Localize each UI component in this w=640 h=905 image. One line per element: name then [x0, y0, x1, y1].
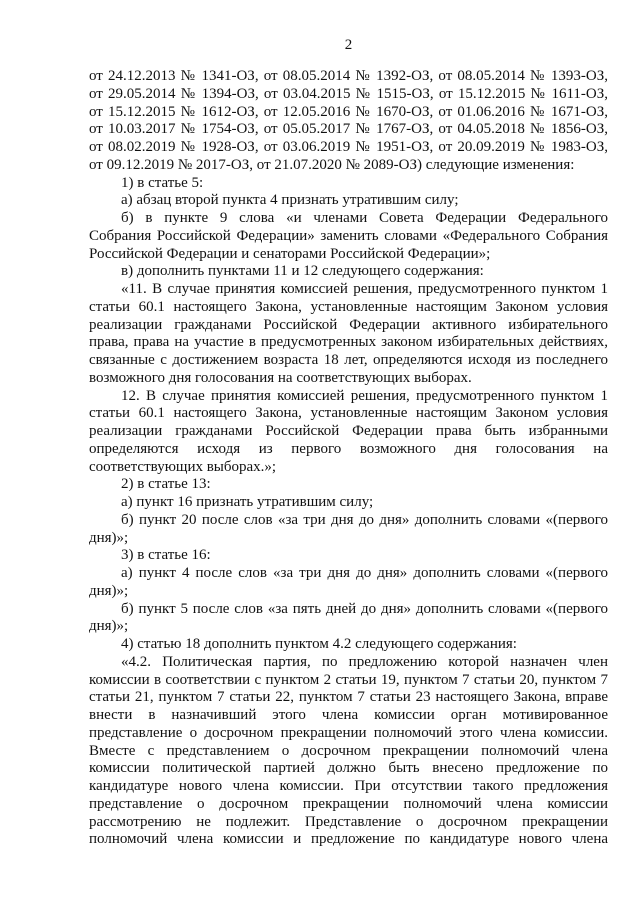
text-line: возможного дня голосования на соответствующих выборах.	[89, 369, 472, 386]
text-line: от 24.12.2013 № 1341-ОЗ, от 08.05.2014 № 1392-ОЗ, от 08.05.2014 № 1393-ОЗ,	[89, 68, 608, 84]
text-line	[89, 565, 608, 583]
text-line: комиссии политической партией должно быть внесено предложение по	[89, 760, 608, 777]
text-line: дня)»;	[89, 582, 129, 599]
text-line	[89, 476, 608, 494]
text-line-content: б) пункт 5 после слов «за пять дней до дня» дополнить словами «(первого	[121, 600, 608, 617]
text-line: статьи 60.1 настоящего Закона, установленные настоящим Законом условия	[89, 298, 608, 315]
text-line	[89, 601, 608, 619]
text-line: рассмотрению не подлежит. Представление о досрочном прекращении	[89, 813, 608, 830]
text-line-content: «4.2. Политическая партия, по предложению которой назначен член	[121, 653, 608, 670]
text-line	[89, 512, 608, 530]
text-line: реализации гражданами Российской Федерации права быть избранными	[89, 423, 608, 439]
text-line: комиссии в соответствии с пунктом 2 статьи 19, пунктом 7 статьи 20, пунктом 7	[89, 671, 608, 688]
text-line: дня)»;	[89, 529, 129, 546]
text-line-content: б) пункт 20 после слов «за три дня до дня» дополнить словами «(первого	[121, 511, 608, 528]
text-line-content: 12. В случае принятия комиссией решения, предусмотренного пунктом 1	[121, 387, 608, 404]
text-line: статьи 60.1 настоящего Закона, установленные настоящим Законом условия	[89, 405, 608, 422]
text-line: от 10.03.2017 № 1754-ОЗ, от 05.05.2017 № 1767-ОЗ, от 04.05.2018 № 1856-ОЗ,	[89, 121, 608, 138]
text-line: соответствующих выборах.»;	[89, 458, 277, 475]
text-line: связанные с достижением возраста 18 лет, определяются исходя из последнего	[89, 352, 608, 368]
text-line: кандидатуре нового члена комиссии. При отсутствии такого предложения	[89, 778, 608, 794]
text-line: от 15.12.2015 № 1612-ОЗ, от 12.05.2016 № 1670-ОЗ, от 01.06.2016 № 1671-ОЗ,	[89, 103, 608, 120]
text-line: определяются исходя из первого возможного дня голосования на	[89, 440, 608, 457]
text-line: полномочий члена комиссии и предложение по кандидатуре нового члена	[89, 831, 608, 848]
text-line	[89, 263, 608, 281]
text-line: Вместе с представлением о досрочном прекращении полномочий члена	[89, 742, 608, 759]
text-line	[89, 494, 608, 512]
text-line: права, права на участие в предусмотренных законом избирательных действиях,	[89, 334, 608, 351]
text-line	[89, 175, 608, 193]
text-line	[89, 636, 608, 654]
text-line-content: в) дополнить пунктами 11 и 12 следующего содержания:	[121, 263, 484, 280]
text-line-content: а) абзац второй пункта 4 признать утратившим силу;	[121, 192, 459, 209]
text-line	[89, 547, 608, 565]
page-number: 2	[344, 37, 353, 53]
text-line	[89, 210, 608, 228]
text-line-content: а) пункт 16 признать утратившим силу;	[121, 494, 374, 510]
text-line: Собрания Российской Федерации» заменить словами «Федерального Собрания	[89, 227, 608, 244]
text-line	[89, 281, 608, 299]
text-line: от 08.02.2019 № 1928-ОЗ, от 03.06.2019 № 1951-ОЗ, от 20.09.2019 № 1983-ОЗ,	[89, 139, 608, 155]
text-line	[89, 388, 608, 406]
text-line-content: 4) статью 18 дополнить пунктом 4.2 следующего содержания:	[121, 636, 517, 652]
text-line: представление о досрочном прекращении полномочий этого члена комиссии.	[89, 724, 608, 741]
text-line: от 29.05.2014 № 1394-ОЗ, от 03.04.2015 № 1515-ОЗ, от 15.12.2015 № 1611-ОЗ,	[89, 85, 608, 102]
text-line-content: а) пункт 4 после слов «за три дня до дня» дополнить словами «(первого	[121, 565, 608, 581]
text-line-content: 1) в статье 5:	[121, 174, 204, 191]
text-line: внести в назначивший этого члена комиссии орган мотивированное	[89, 707, 608, 723]
text-line: представление о досрочном прекращении полномочий члена комиссии	[89, 795, 608, 812]
text-line-content: 2) в статье 13:	[121, 476, 211, 493]
text-line	[89, 192, 608, 210]
text-line: реализации гражданами Российской Федерации активного избирательного	[89, 316, 608, 333]
text-line: статьи 21, пунктом 7 статьи 22, пунктом 7 статьи 23 настоящего Закона, вправе	[89, 689, 608, 706]
text-line-content: б) в пункте 9 слова «и членами Совета Федерации Федерального	[121, 210, 608, 226]
text-line-content: «11. В случае принятия комиссией решения, предусмотренного пунктом 1	[121, 281, 608, 297]
text-line	[89, 654, 608, 672]
text-line: от 09.12.2019 № 2017-ОЗ, от 21.07.2020 № 2089-ОЗ) следующие изменения:	[89, 156, 575, 173]
text-line: дня)»;	[89, 618, 129, 635]
text-line: Российской Федерации и сенаторами Российской Федерации»;	[89, 245, 491, 262]
text-line-content: 3) в статье 16:	[121, 547, 211, 564]
document-body	[89, 68, 608, 849]
